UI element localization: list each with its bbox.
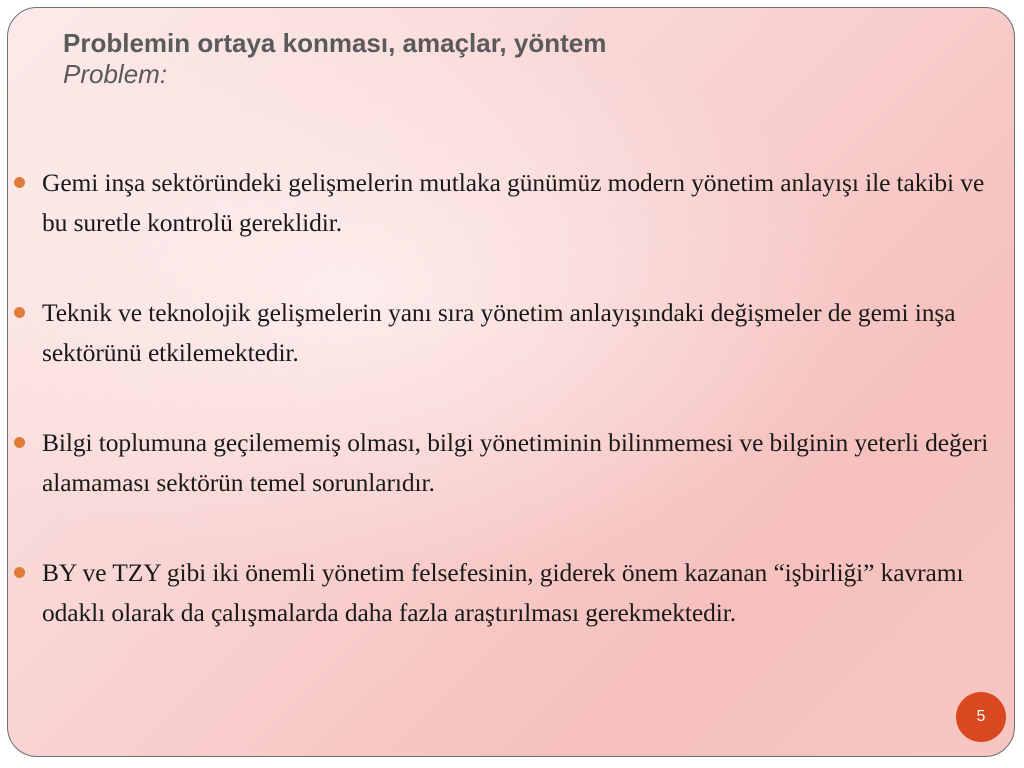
bullet-text: Teknik ve teknolojik gelişmelerin yanı sıra yönetim anlayışındaki değişmeler de gemi inşa sektörünü etkilemektedir. bbox=[42, 298, 956, 367]
bullet-list bbox=[8, 163, 1015, 683]
bullet-item bbox=[8, 293, 1015, 373]
slide bbox=[7, 7, 1015, 757]
bullet-dot-icon bbox=[14, 437, 25, 448]
title-block bbox=[63, 28, 963, 90]
bullet-text: Bilgi toplumuna geçilememiş olması, bilgi yönetiminin bilinmemesi ve bilginin yeterli değeri alamaması sektörün temel sorunlarıdır. bbox=[42, 428, 989, 497]
bullet-text: Gemi inşa sektöründeki gelişmelerin mutlaka günümüz modern yönetim anlayışı ile takibi ve bu suretle kontrolü gereklidir. bbox=[42, 168, 985, 237]
bullet-item bbox=[8, 163, 1015, 243]
bullet-text: BY ve TZY gibi iki önemli yönetim felsefesinin, giderek önem kazanan “işbirliği” kavramı odaklı olarak da çalışmalarda daha fazla araştırılması gerekmektedir. bbox=[42, 558, 964, 627]
slide-title: Problemin ortaya konması, amaçlar, yöntem bbox=[63, 28, 607, 58]
page-number-badge: 5 bbox=[956, 692, 1006, 742]
bullet-item bbox=[8, 553, 1015, 633]
slide-subtitle: Problem: bbox=[63, 59, 168, 89]
bullet-dot-icon bbox=[14, 307, 25, 318]
bullet-dot-icon bbox=[14, 177, 25, 188]
bullet-item bbox=[8, 423, 1015, 503]
bullet-dot-icon bbox=[14, 567, 25, 578]
